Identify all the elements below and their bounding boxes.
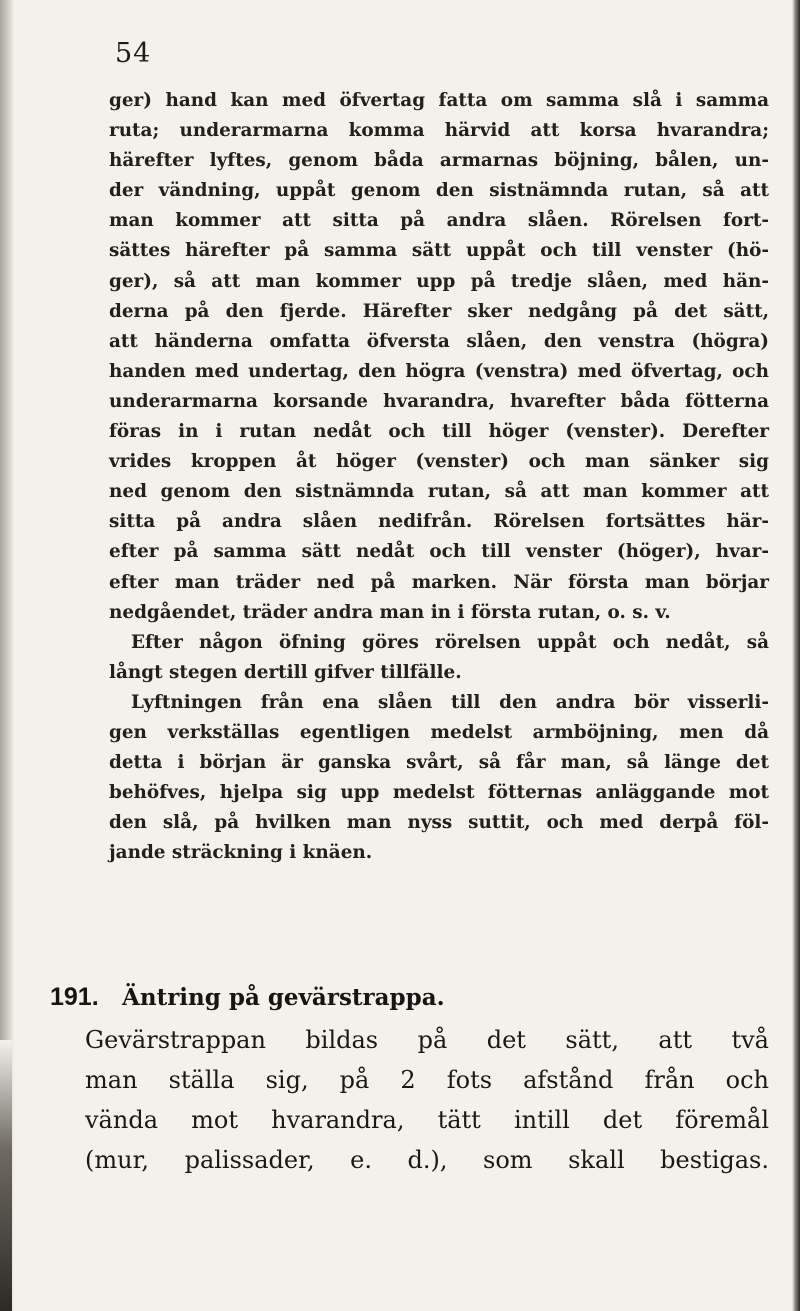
section-heading xyxy=(50,983,445,1012)
text-line: härefter lyftes, genom båda armarnas böjning, bålen, un- xyxy=(109,150,769,172)
text-line: att händerna omfatta öfversta slåen, den venstra (högra) xyxy=(109,330,769,352)
text-line: underarmarna korsande hvarandra, hvarefter båda fötterna xyxy=(109,390,769,412)
text-line: efter man träder ned på marken. När första man börjar xyxy=(109,571,769,593)
text-line: den slå, på hvilken man nyss suttit, och med derpå föl- xyxy=(109,812,769,834)
text-line: långt stegen dertill gifver tillfälle. xyxy=(109,661,462,683)
text-line: ger), så att man kommer upp på tredje slåen, med hän- xyxy=(109,270,769,292)
text-line: behöfves, hjelpa sig upp medelst fötternas anläggande mot xyxy=(109,782,769,804)
section-title: Äntring på gevärstrappa. xyxy=(122,984,445,1011)
page-number: 54 xyxy=(115,38,152,69)
text-line: man kommer att sitta på andra slåen. Rörelsen fort- xyxy=(109,210,769,232)
section-line: (mur, palissader, e. d.), som skall bestigas. xyxy=(85,1146,769,1174)
text-line: sättes härefter på samma sätt uppåt och till venster (hö- xyxy=(109,240,769,262)
text-line: Efter någon öfning göres rörelsen uppåt och nedåt, så xyxy=(131,631,769,653)
text-line: vrides kroppen åt höger (venster) och man sänker sig xyxy=(109,451,769,473)
section-line: vända mot hvarandra, tätt intill det föremål xyxy=(85,1106,769,1134)
text-line: handen med undertag, den högra (venstra) med öfvertag, och xyxy=(109,360,769,382)
text-line: jande sträckning i knäen. xyxy=(109,842,373,864)
section-line: man ställa sig, på 2 fots afstånd från och xyxy=(85,1066,769,1094)
page-right-edge-shadow xyxy=(792,0,800,1311)
body-text xyxy=(109,86,769,868)
text-line: ruta; underarmarna komma härvid att korsa hvarandra; xyxy=(109,120,769,142)
text-line: efter på samma sätt nedåt och till venster (höger), hvar- xyxy=(109,541,769,563)
text-line: sitta på andra slåen nedifrån. Rörelsen fortsättes här- xyxy=(109,511,769,533)
text-line: derna på den fjerde. Härefter sker nedgång på det sätt, xyxy=(109,300,769,322)
text-line: gen verkställas egentligen medelst armböjning, men då xyxy=(109,721,769,743)
text-line: Lyftningen från ena slåen till den andra bör visserli- xyxy=(131,691,769,713)
text-line: ger) hand kan med öfvertag fatta om samma slå i samma xyxy=(109,90,769,111)
text-line: detta i början är ganska svårt, så får man, så länge det xyxy=(109,752,769,774)
page-left-edge-dark xyxy=(0,1040,12,1311)
text-line: föras in i rutan nedåt och till höger (venster). Derefter xyxy=(109,421,769,443)
section-text xyxy=(85,1020,769,1180)
text-line: ned genom den sistnämnda rutan, så att man kommer att xyxy=(109,481,769,503)
section-line: Gevärstrappan bildas på det sätt, att två xyxy=(85,1026,769,1054)
section-number: 191. xyxy=(50,983,99,1011)
text-line: nedgåendet, träder andra man in i första rutan, o. s. v. xyxy=(109,601,671,623)
text-line: der vändning, uppåt genom den sistnämnda rutan, så att xyxy=(109,180,769,202)
